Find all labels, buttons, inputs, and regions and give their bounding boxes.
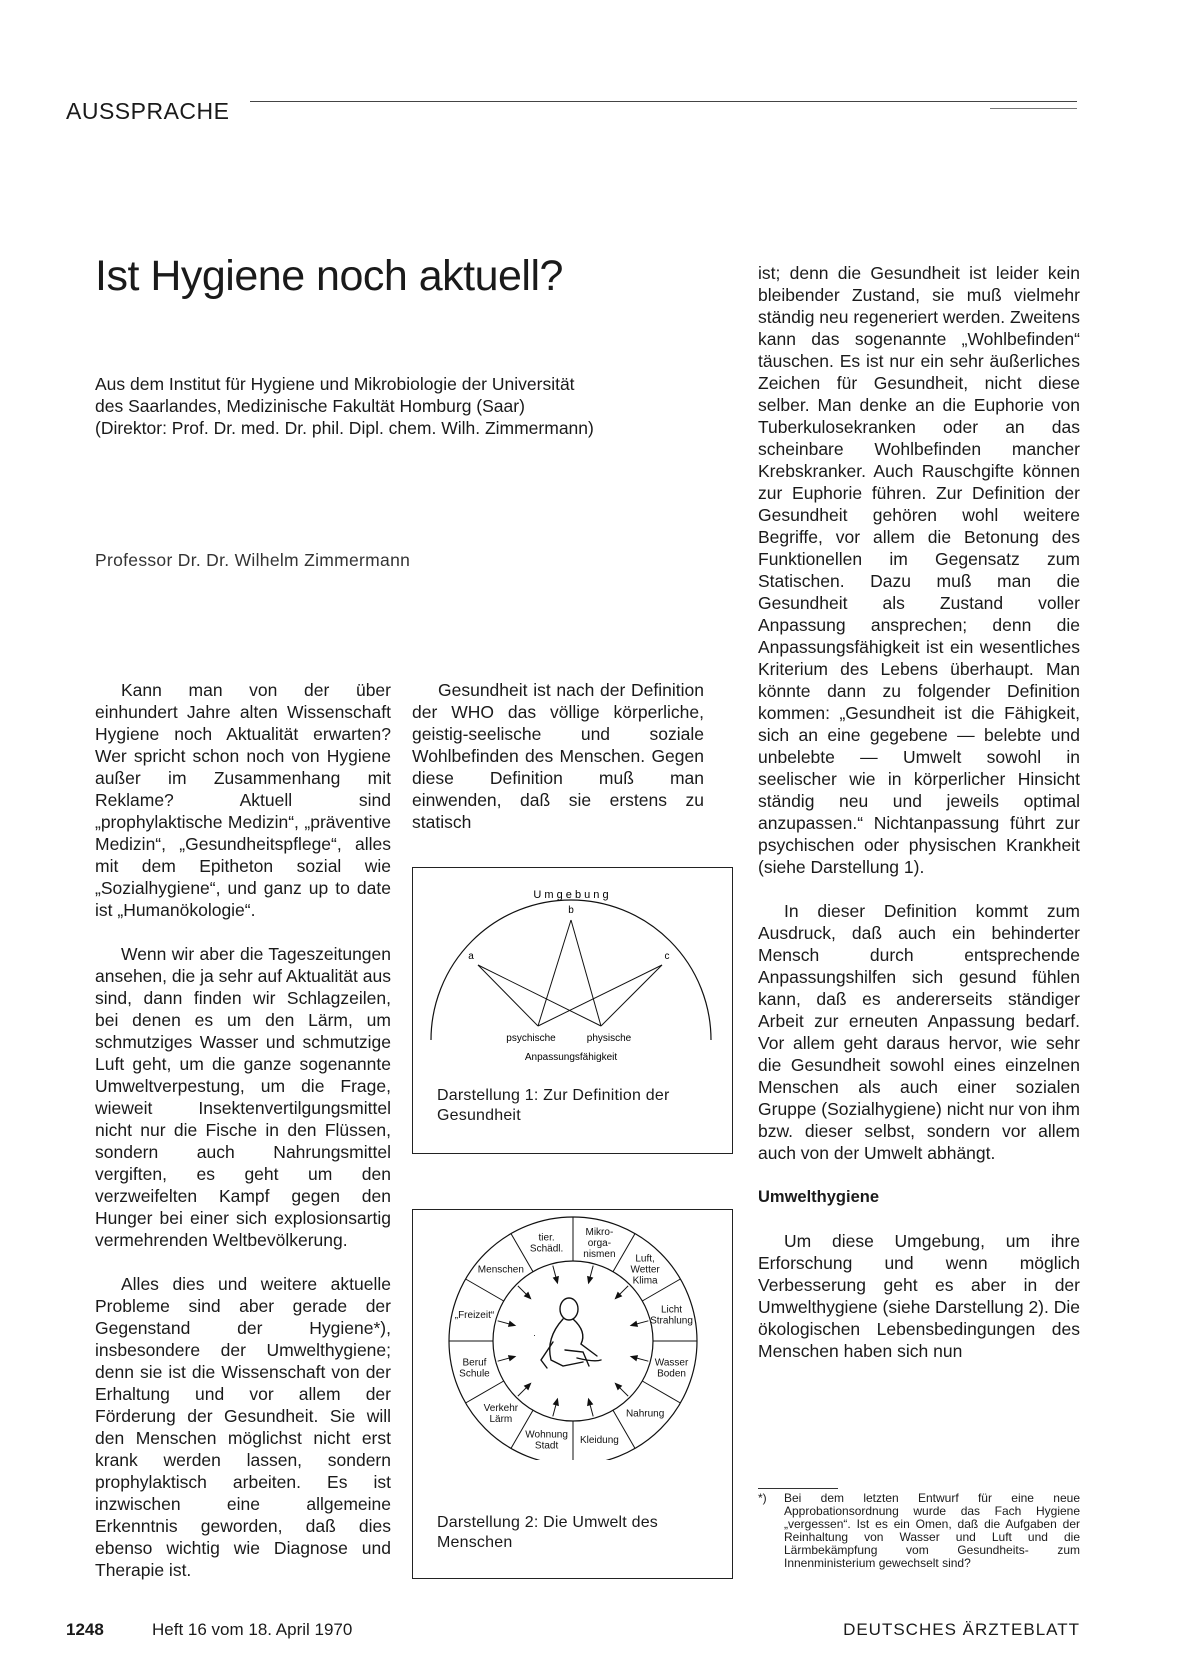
page-number: 1248 — [66, 1620, 104, 1639]
figure-2-arrowhead — [588, 1399, 593, 1405]
figure-2-spoke — [466, 1279, 504, 1301]
figure-2-spoke — [466, 1381, 504, 1403]
footnote-rule — [758, 1488, 838, 1489]
author-line: Professor Dr. Dr. Wilhelm Zimmermann — [95, 550, 411, 570]
affiliation-line: des Saarlandes, Medizinische Fakultät Homburg (Saar) — [95, 396, 525, 416]
figure-1-point-c: c — [664, 951, 670, 962]
footnote — [758, 1492, 1080, 1570]
figure-2-segment-label: Menschen — [477, 1264, 524, 1276]
figure-2-segment-label: Wetter — [630, 1264, 660, 1276]
paragraph: Gesundheit ist nach der Definition der WHO das völlige körperliche, geistig-seelische und soziale Wohlbefinden des Menschen. Gegen diese Definition muß man einwenden, daß sie erstens zu statisch — [412, 680, 704, 832]
figure-2-segment-label: Luft, — [635, 1253, 655, 1265]
journal-name: DEUTSCHES ÄRZTEBLATT — [843, 1620, 1080, 1639]
figure-2-segment-label: tier. — [538, 1232, 555, 1244]
figure-2-segment-label: Boden — [657, 1368, 686, 1380]
figure-2-arrowhead — [631, 1356, 637, 1361]
figure-2-segment-label: nismen — [583, 1248, 616, 1260]
footnote-mark: *) — [758, 1491, 767, 1505]
footnote-text: Bei dem letzten Entwurf für eine neue Approbationsordnung wurde das Fach Hygiene „vergessen“. Ist es ein Omen, daß die Aufgaben der Reinhaltung von Wasser und Luft und die Lärmbekämpfung vom Gesundheits- zum Innenministerium gewechselt sind? — [784, 1491, 1080, 1570]
figure-1 — [412, 867, 733, 1154]
figure-2-segment-label: Wasser — [654, 1357, 689, 1369]
figure-2-segment-label: Mikro- — [585, 1226, 614, 1238]
figure-2-spoke — [642, 1381, 680, 1403]
figure-2-arrowhead — [554, 1277, 559, 1283]
figure-2-spokes — [449, 1217, 697, 1460]
figure-2-caption — [437, 1513, 658, 1553]
figure-2-arrowhead — [631, 1322, 637, 1327]
figure-2-arrowhead — [509, 1356, 515, 1361]
caption-line: Darstellung 2: Die Umwelt des — [437, 1514, 658, 1531]
figure-2-segment-label: Verkehr — [483, 1403, 519, 1415]
figure-2-arrowhead — [509, 1322, 515, 1327]
paragraph: Kann man von der über einhundert Jahre alten Wissenschaft Hygiene noch Aktualität erwarten? Wer spricht schon noch von Hygiene außer im Zusammenhang mit Reklame? Aktuell sind „prophylaktische Medizin“, „präventive Medizin“, „Gesundheitspflege“, alles mit dem Epitheton sozial wie „Sozialhygiene“, und ganz up to date ist „Humanökologie“. — [95, 680, 391, 920]
paragraph: ist; denn die Gesundheit ist leider kein bleibender Zustand, sie muß vielmehr ständig neu regeneriert werden. Zweitens kann das sogenannte „Wohlbefinden“ täuschen. Es ist nur ein sehr äußerliches Zeichen für Gesundheit, nicht diese selber. Man denke an die Euphorie von Tuberkulosekranken oder an das scheinbare Wohlbefinden mancher Krebskranker. Auch Rauschgifte können zur Euphorie führen. Zur Definition der Gesundheit gehören wohl weitere Begriffe, vor allem die Betonung des Funktionellen im Gegensatz zum Statischen. Dazu muß man die Gesundheit als Zustand voller Anpassung ansprechen; denn die Anpassungsfähigkeit ist ein wesentliches Kriterium des Lebens überhaupt. Man könnte dann zu folgender Definition kommen: „Gesundheit ist die Fähigkeit, sich an eine gegebene — belebte und unbelebte — Umwelt sowohl in seelischer wie in körperlicher Hinsicht ständig neu und jeweils optimal anzupassen.“ Nichtanpassung führt zur psychischen oder physischen Krankheit (siehe Darstellung 1). — [758, 263, 1080, 877]
affiliation-line: (Direktor: Prof. Dr. med. Dr. phil. Dipl. chem. Wilh. Zimmermann) — [95, 418, 594, 438]
article-title: Ist Hygiene noch aktuell? — [95, 252, 563, 300]
caption-line: Gesundheit — [437, 1107, 521, 1124]
figure-2-segment-label: orga- — [587, 1237, 612, 1249]
header-rule-secondary — [990, 108, 1077, 109]
figure-2-segment-label: Stadt — [534, 1440, 559, 1452]
paragraph: Um diese Umgebung, um ihre Erforschung und wenn möglich Verbesserung geht es aber in der Umwelthygiene (siehe Darstellung 2). Die ökologischen Lebensbedingungen des Menschen haben sich nun — [758, 1231, 1080, 1361]
column-1 — [95, 679, 391, 1581]
section-label: AUSSPRACHE — [66, 98, 230, 124]
figure-2-segment-label: Strahlung — [650, 1315, 693, 1327]
issue-info: Heft 16 vom 18. April 1970 — [152, 1620, 353, 1639]
figure-2-diagram — [413, 1210, 732, 1460]
figure-2-segment-label: „Freizeit“ — [454, 1310, 495, 1322]
header-rule — [250, 101, 1077, 102]
figure-2-segment-label: Nahrung — [625, 1408, 665, 1420]
column-3 — [758, 262, 1080, 1362]
figure-2-segment-label: Licht — [660, 1304, 683, 1316]
paragraph: In dieser Definition kommt zum Ausdruck, daß auch ein behinderter Mensch durch entsprechende Anpassungshilfen sich gesund fühlen kann, daß es andererseits ständiger Arbeit zur erneuten Anpassung bedarf. Vor allem geht daraus hervor, wie sehr die Gesundheit sowohl eines einzelnen Menschen als auch einer sozialen Gruppe (Sozialhygiene) nicht nur von ihm bzw. dieser selbst, sondern vor allem auch von der Umwelt abhängt. — [758, 901, 1080, 1163]
figure-2-segment-label: Klima — [632, 1275, 658, 1287]
figure-2-segment-label: Lärm — [489, 1414, 513, 1426]
figure-2-segment-label: Schule — [459, 1368, 490, 1380]
figure-1-diagram — [413, 868, 732, 1068]
figure-1-connections — [478, 920, 662, 1026]
caption-line: Menschen — [437, 1534, 513, 1551]
column-2 — [412, 679, 704, 833]
paragraph: Wenn wir aber die Tageszeitungen ansehen, die ja sehr auf Aktualität aus sind, dann finden wir Schlagzeilen, bei denen es um den Lärm, um schmutziges Wasser und schmutzige Luft geht, um die ganze sogenannte Umweltverpestung, um die Frage, wieweit Insektenvertilgungsmittel nicht nur die Fische in den Flüssen, sondern auch Nahrungsmittel vergiften, es geht um den verzweifelten Kampf gegen den Hunger bei einer sich explosionsartig vermehrenden Weltbevölkerung. — [95, 944, 391, 1250]
caption-line: Darstellung 1: Zur Definition der — [437, 1087, 670, 1104]
figure-2-segment-label: Wohnung — [525, 1429, 568, 1441]
figure-1-label-bottom: Anpassungsfähigkeit — [524, 1052, 618, 1063]
figure-2-arrowhead — [588, 1277, 593, 1283]
affiliation-line: Aus dem Institut für Hygiene und Mikrobiologie der Universität — [95, 374, 575, 394]
section-heading: Umwelthygiene — [758, 1188, 880, 1206]
figure-1-label-left: psychische — [506, 1033, 556, 1044]
figure-1-point-b: b — [568, 905, 574, 916]
figure-2-arrowhead — [554, 1399, 559, 1405]
figure-1-label-right: physische — [586, 1033, 632, 1044]
human-figure-icon — [541, 1298, 601, 1368]
figure-2-segment-label: Kleidung — [579, 1435, 619, 1447]
figure-1-point-a: a — [468, 951, 474, 962]
figure-2-segment-label: Schädl. — [529, 1243, 564, 1255]
figure-2-inner-ring — [493, 1261, 653, 1421]
figure-2-segment-label: Beruf — [462, 1357, 487, 1369]
figure-2-dot-mark: · — [533, 1330, 536, 1340]
figure-1-top-label: U m g e b u n g — [533, 889, 609, 901]
paragraph: Alles dies und weitere aktuelle Probleme sind aber gerade der Gegenstand der Hygiene*), insbesondere der Umwelthygiene; denn sie ist die Wissenschaft von der Erhaltung und vor allem der Förderung der Gesundheit. Sie will den Menschen möglichst nicht erst krank werden lassen, sondern prophylaktisch arbeiten. Es ist inzwischen eine allgemeine Erkenntnis geworden, daß dies ebenso wichtig wie Diagnose und Therapie ist. — [95, 1274, 391, 1580]
affiliation — [95, 373, 715, 439]
figure-2-arrows — [498, 1266, 649, 1417]
figure-2 — [412, 1209, 733, 1579]
figure-1-caption — [437, 1086, 669, 1126]
